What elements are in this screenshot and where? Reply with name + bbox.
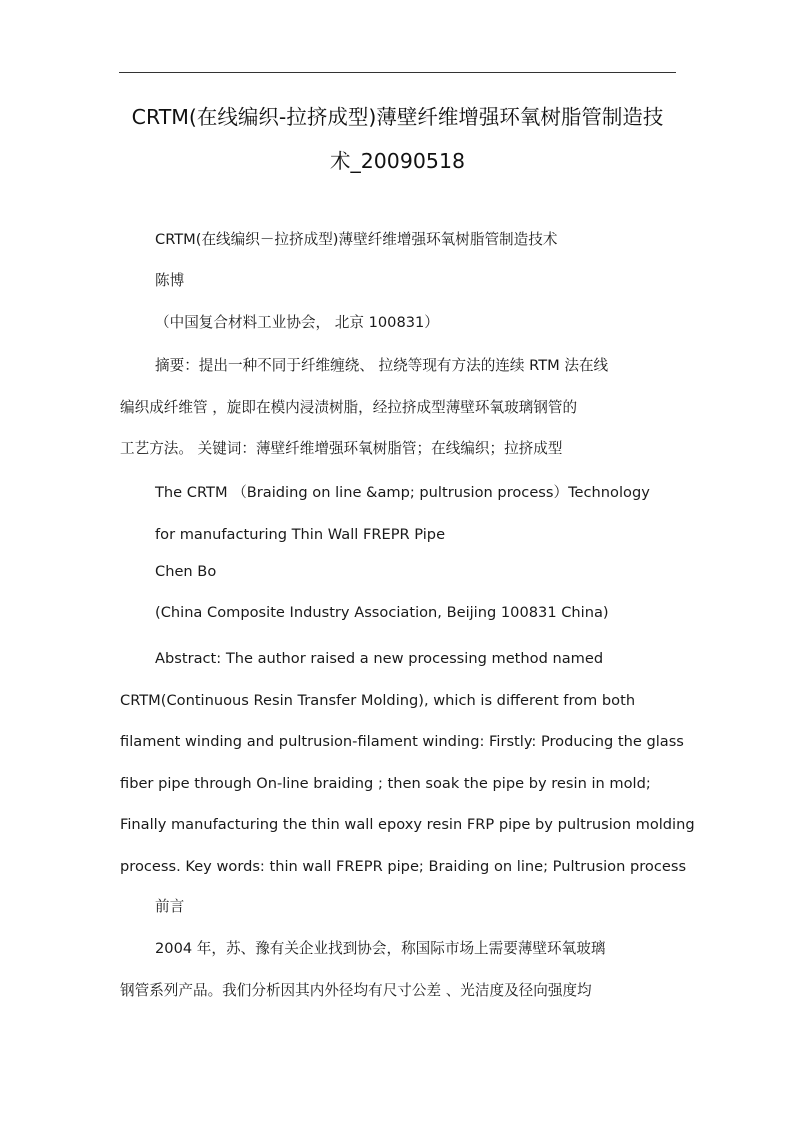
title-line-1: CRTM(在线编织-拉挤成型)薄壁纤维增强环氧树脂管制造技 [131,105,664,129]
cn-heading: CRTM(在线编织－拉挤成型)薄壁纤维增强环氧树脂管制造技术 [155,231,558,248]
en-abstract-line: Finally manufacturing the thin wall epoxy resin FRP pipe by pultrusion molding [120,816,695,833]
cn-affiliation: （中国复合材料工业协会， 北京 100831） [155,314,439,331]
en-title [155,480,715,563]
cn-abstract-line: 编织成纤维管 ，旋即在模内浸渍树脂，经拉挤成型薄壁环氧玻璃钢管的 [120,398,578,416]
cn-abstract [120,353,680,478]
en-author: Chen Bo [155,563,217,580]
preface-heading: 前言 [155,898,185,915]
preface-line: 2004 年，苏、豫有关企业找到协会，称国际市场上需要薄壁环氧玻璃 [155,940,606,957]
en-abstract-line: Abstract: The author raised a new processing method named [155,650,604,667]
en-abstract [120,646,695,895]
cn-abstract-line: 工艺方法。 关键词：薄壁纤维增强环氧树脂管；在线编织；拉挤成型 [120,440,563,457]
en-abstract-line: fiber pipe through On-line braiding ; then soak the pipe by resin in mold; [120,774,651,792]
header-rule [119,72,676,73]
cn-abstract-line: 摘要：提出一种不同于纤维缠绕、 拉绕等现有方法的连续 RTM 法在线 [155,357,609,374]
cn-author: 陈博 [155,272,185,289]
title-line-2: 术_20090518 [329,149,466,173]
en-affiliation: (China Composite Industry Association, Beijing 100831 China) [155,604,609,621]
document-title [119,95,676,183]
en-abstract-line: CRTM(Continuous Resin Transfer Molding), which is different from both [120,691,636,709]
en-abstract-line: process. Key words: thin wall FREPR pipe; Braiding on line; Pultrusion process [120,857,687,875]
preface-line: 钢管系列产品。我们分析因其内外径均有尺寸公差 、光洁度及径向强度均 [120,981,592,999]
en-abstract-line: filament winding and pultrusion-filament winding: Firstly: Producing the glass [120,733,684,750]
en-title-line: for manufacturing Thin Wall FREPR Pipe [155,525,446,543]
preface-body [120,936,680,1019]
en-title-line: The CRTM （Braiding on line &amp; pultrusion process）Technology [155,484,650,501]
